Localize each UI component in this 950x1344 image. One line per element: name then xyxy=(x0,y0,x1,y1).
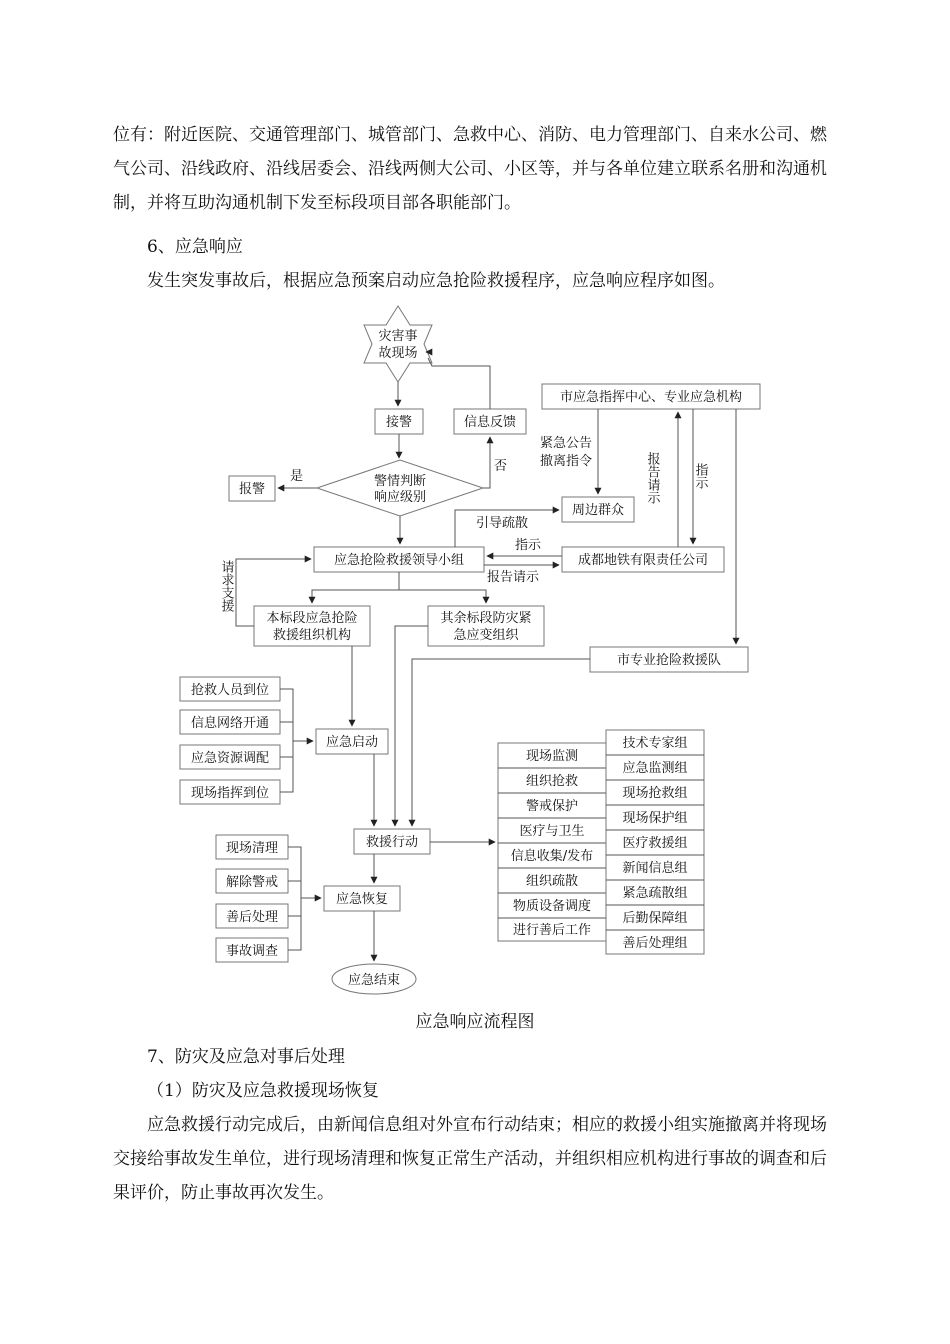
emergency-notice-line2: 撤离指令 xyxy=(540,454,593,469)
section-org-line1: 本标段应急抢险 xyxy=(266,611,358,626)
report-alarm-label: 报警 xyxy=(238,482,266,497)
group-label-9: 善后处理组 xyxy=(622,936,688,951)
recovery-label: 应急恢复 xyxy=(335,892,389,907)
judge-label-line1: 警情判断 xyxy=(373,474,427,489)
action-label: 救援行动 xyxy=(365,835,419,850)
instruct-horizontal: 指示 xyxy=(515,538,542,553)
section6-title: 6、应急响应 xyxy=(147,237,243,257)
group-label-3: 现场抢救组 xyxy=(622,786,688,801)
recovery-input-label-2: 解除警戒 xyxy=(225,875,279,890)
instruct-vertical: 指示 xyxy=(692,463,708,489)
emergency-notice-line1: 紧急公告 xyxy=(540,436,593,451)
yes-label: 是 xyxy=(290,469,304,484)
recovery-input-label-1: 现场清理 xyxy=(225,841,279,856)
disaster-star-shape xyxy=(364,306,432,382)
task-label-4: 医疗与卫生 xyxy=(519,824,585,839)
disaster-label-line2: 故现场 xyxy=(378,346,418,361)
judge-label-line2: 响应级别 xyxy=(373,490,427,505)
group-label-1: 技术专家组 xyxy=(622,736,688,751)
group-label-8: 后勤保障组 xyxy=(622,911,688,926)
left-input-label-2: 信息网络开通 xyxy=(190,716,270,731)
no-label: 否 xyxy=(494,459,508,474)
group-label-6: 新闻信息组 xyxy=(622,861,688,876)
emergency-response-flowchart xyxy=(0,300,950,1000)
section7-title: 7、防灾及应急对事后处理 xyxy=(147,1047,345,1067)
report-request-vertical: 报告请示 xyxy=(644,452,660,504)
recovery-input-label-3: 善后处理 xyxy=(225,910,279,925)
group-label-4: 现场保护组 xyxy=(622,811,688,826)
left-input-label-1: 抢救人员到位 xyxy=(190,683,270,698)
task-label-3: 警戒保护 xyxy=(525,799,579,814)
guide-evacuate-label: 引导疏散 xyxy=(476,516,529,531)
section-org-line2: 救援组织机构 xyxy=(272,628,352,643)
task-label-2: 组织抢救 xyxy=(525,774,579,789)
start-label: 应急启动 xyxy=(325,735,379,750)
task-label-1: 现场监测 xyxy=(525,749,579,764)
disaster-label-line1: 灾害事 xyxy=(378,329,418,344)
leader-group-label: 应急抢险救援领导小组 xyxy=(333,553,465,568)
left-input-label-3: 应急资源调配 xyxy=(190,751,270,766)
intro-paragraph: 位有：附近医院、交通管理部门、城管部门、急救中心、消防、电力管理部门、自来水公司、燃气公司、沿线政府、沿线居委会、沿线两侧大公司、小区等，并与各单位建立联系名册和沟通机制，并将互助沟通机制下发至标段项目部各职能部门。 xyxy=(113,125,827,213)
task-label-6: 组织疏散 xyxy=(525,874,579,889)
request-support-vertical: 请求支援 xyxy=(218,560,234,612)
task-label-8: 进行善后工作 xyxy=(512,923,592,938)
receive-alarm-label: 接警 xyxy=(385,415,413,430)
public-label: 周边群众 xyxy=(571,503,625,518)
report-request-horizontal: 报告请示 xyxy=(487,570,540,585)
city-team-label: 市专业抢险救援队 xyxy=(616,653,722,668)
group-label-5: 医疗救援组 xyxy=(622,836,688,851)
figure-caption: 应急响应流程图 xyxy=(415,1012,535,1032)
section7-body: 应急救援行动完成后，由新闻信息组对外宣布行动结束；相应的救援小组实施撤离并将现场交接给事故发生单位，进行现场清理和恢复正常生产活动，并组织相应机构进行事故的调查和后果评价，防止事故再次发生。 xyxy=(113,1115,827,1203)
end-label: 应急结束 xyxy=(347,973,401,988)
info-feedback-label: 信息反馈 xyxy=(463,415,517,430)
metro-company-label: 成都地铁有限责任公司 xyxy=(577,553,709,568)
section7-subtitle: （1）防灾及应急救援现场恢复 xyxy=(147,1081,379,1101)
task-label-5: 信息收集/发布 xyxy=(510,849,594,864)
group-label-2: 应急监测组 xyxy=(622,761,688,776)
left-input-label-4: 现场指挥到位 xyxy=(190,786,270,801)
city-center-label: 市应急指挥中心、专业应急机构 xyxy=(559,390,743,405)
section6-body: 发生突发事故后，根据应急预案启动应急抢险救援程序，应急响应程序如图。 xyxy=(147,271,725,291)
recovery-input-label-4: 事故调查 xyxy=(225,944,279,959)
task-label-7: 物质设备调度 xyxy=(512,899,592,914)
group-label-7: 紧急疏散组 xyxy=(622,886,688,901)
other-org-line2: 急应变组织 xyxy=(453,628,519,643)
other-org-line1: 其余标段防灾紧 xyxy=(440,611,532,626)
